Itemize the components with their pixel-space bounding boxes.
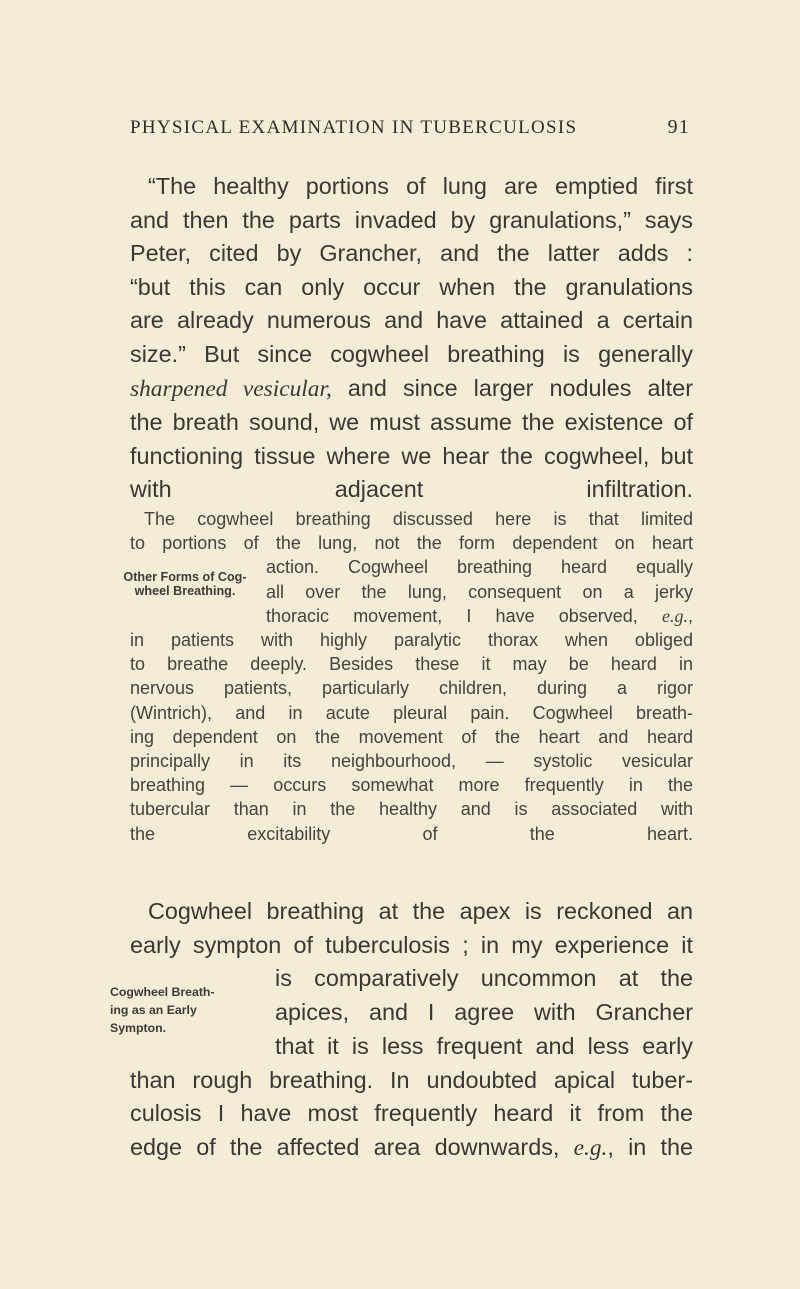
text-line: (Wintrich), and in acute pleural pain. Cogwheel breath- [130, 702, 693, 723]
text-run: thoracic movement, I have observed, [266, 605, 662, 626]
margin-note-line: Cogwheel Breath- [110, 985, 215, 999]
margin-note-other-forms [110, 570, 260, 598]
running-head [130, 116, 690, 139]
margin-note-early-sympton [110, 983, 230, 1037]
text-line: early sympton of tuberculosis ; in my experience it [130, 931, 693, 958]
margin-note-line: ing as an Early [110, 1003, 197, 1017]
margin-note-line: Sympton. [110, 1021, 167, 1035]
italic-phrase: sharpened vesicular, [130, 375, 332, 402]
text-line: tubercular than in the healthy and is associated with [130, 799, 693, 820]
text-line: Cogwheel breathing at the apex is reckoned an [148, 898, 693, 924]
text-line: “but this can only occur when the granulations [130, 273, 693, 300]
text-run: , in the [607, 1133, 694, 1160]
text-line: than rough breathing. In undoubted apical tuber- [130, 1066, 693, 1093]
italic-phrase: e.g. [661, 605, 688, 626]
text-line: ing dependent on the movement of the heart and heard [130, 726, 693, 747]
text-line: principally in its neighbourhood, — systolic vesicular [130, 751, 693, 772]
text-line: Peter, cited by Grancher, and the latter adds : [130, 240, 693, 267]
text-line: The cogwheel breathing discussed here is that limited [144, 509, 693, 529]
text-line: is comparatively uncommon at the [275, 965, 693, 992]
text-line: to portions of the lung, not the form dependent on heart [130, 533, 693, 554]
paragraph-1 [130, 170, 693, 507]
text-line: to breathe deeply. Besides these it may be heard in [130, 654, 693, 675]
text-line: are already numerous and have attained a certain [130, 307, 693, 334]
text-line: functioning tissue where we hear the cogwheel, but [130, 442, 693, 469]
text-line: breathing — occurs somewhat more frequently in the [130, 775, 693, 796]
text-line: all over the lung, consequent on a jerky [266, 581, 693, 602]
text-line: and then the parts invaded by granulations,” says [130, 206, 693, 233]
paragraph-2 [130, 507, 693, 846]
text-line: the breath sound, we must assume the existence of [130, 409, 693, 436]
text-run: edge of the affected area downwards, [130, 1133, 574, 1160]
text-line [130, 604, 693, 628]
text-line [130, 1131, 693, 1166]
text-line: in patients with highly paralytic thorax when obliged [130, 630, 693, 651]
text-line: culosis I have most frequently heard it from the [130, 1100, 693, 1127]
text-line: apices, and I agree with Grancher [275, 999, 693, 1026]
page-number: 91 [667, 116, 690, 138]
text-line [130, 372, 693, 407]
margin-note-line: wheel Breathing. [134, 584, 236, 598]
text-line: “The healthy portions of lung are emptied first [148, 173, 693, 199]
text-line: the excitability of the heart. [130, 823, 693, 844]
text-line: action. Cogwheel breathing heard equally [266, 557, 693, 578]
text-line: size.” But since cogwheel breathing is generally [130, 340, 693, 367]
margin-note-line: Other Forms of Cog- [123, 570, 247, 584]
text-line: with adjacent infiltration. [130, 476, 693, 503]
text-line: nervous patients, particularly children, during a rigor [130, 678, 693, 699]
running-head-title: PHYSICAL EXAMINATION IN TUBERCULOSIS [130, 117, 578, 138]
text-run: , [687, 605, 693, 626]
text-run: and since larger nodules alter [331, 374, 693, 401]
text-line: that it is less frequent and less early [275, 1032, 693, 1059]
italic-phrase: e.g. [573, 1134, 608, 1161]
